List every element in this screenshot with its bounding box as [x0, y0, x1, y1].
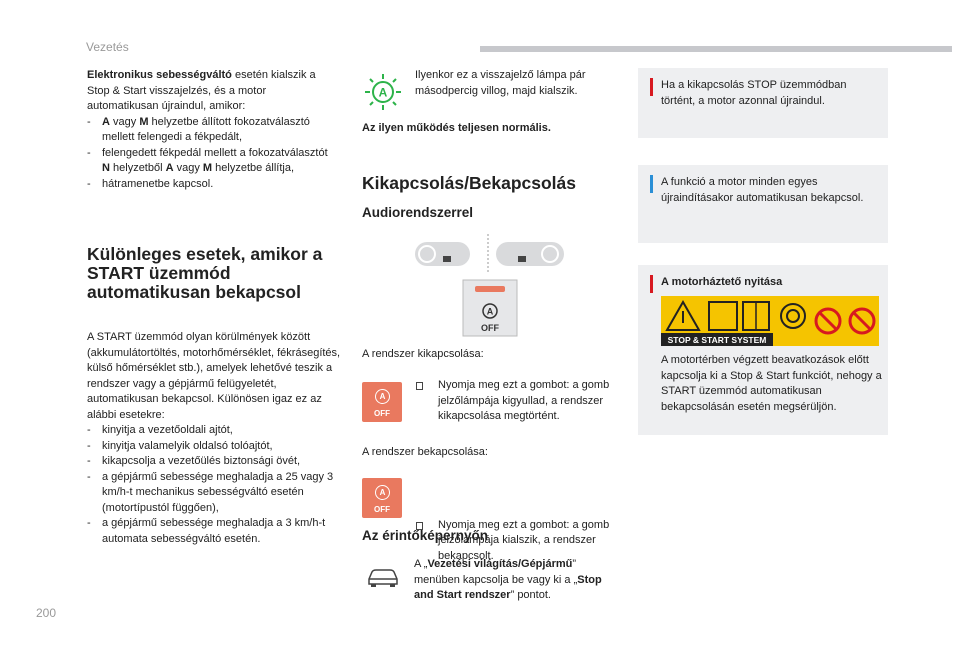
deactivate-text: A rendszer kikapcsolása:	[362, 348, 484, 360]
list-item: - kikapcsolja a vezetőülés biztonsági övét,	[87, 454, 342, 470]
warning-note	[638, 68, 888, 138]
activate-bullet: Nyomja meg ezt a gombot: a gomb jelzőlámpája kialszik, a rendszer bekapcsolt.	[414, 518, 623, 565]
special-cases-block	[87, 330, 342, 547]
activate-text: A rendszer bekapcsolása:	[362, 446, 488, 458]
warning-icon	[650, 275, 653, 293]
list-item: - felengedett fékpedál mellett a fokozatválasztót N helyzetből A vagy M helyzetbe állítja,	[87, 146, 337, 177]
note-text: A funkció a motor minden egyes újraindításakor automatikusan bekapcsol.	[661, 176, 864, 204]
section-heading: Kikapcsolás/Bekapcsolás	[362, 173, 577, 193]
stop-start-sticker-icon	[661, 296, 879, 346]
page-number: 200	[36, 606, 57, 620]
touchscreen-text: A „Vezetési világítás/Gépjármű” menüben kapcsolja be vagy ki a „Stop and Start rendszer” pontot.	[414, 558, 602, 601]
deactivate-bullet: Nyomja meg ezt a gombot: a gomb jelzőlámpája kigyullad, a rendszer kikapcsolása megtörtént.	[414, 378, 623, 425]
car-icon	[366, 565, 400, 587]
off-label: OFF	[481, 323, 499, 333]
note-text: Ha a kikapcsolás STOP üzemmódban történt, a motor azonnal újraindul.	[661, 79, 847, 107]
dashboard-button-icon	[413, 232, 568, 340]
special-cases-para: A START üzemmód olyan körülmények között (akkumulátortöltés, motorhőmérséklet, fékrásegítés, külső hőmérséklet stb.), amelyek lehetővé teszik a rendszer vagy a gépjármű felügyeletét, automatikusan bekapcsol. Különösen igaz ez az alábbi esetekre:	[87, 331, 341, 421]
list-item: - kinyitja a vezetőoldali ajtót,	[87, 423, 342, 439]
normal-text: Az ilyen működés teljesen normális.	[362, 122, 551, 134]
svg-text:A: A	[378, 85, 388, 100]
info-note	[638, 165, 888, 243]
section-title: Vezetés	[86, 40, 129, 54]
list-item: - A vagy M helyzetbe állított fokozatválasztó mellett felengedi a fékpedált,	[87, 115, 337, 146]
list-item: - a gépjármű sebessége meghaladja a 3 km/h-t automata sebességváltó esetén.	[87, 516, 342, 547]
note-title: A motorháztető nyitása	[661, 276, 783, 288]
subheading-audio: Audiorendszerrel	[362, 205, 474, 220]
lamp-text: Ilyenkor ez a visszajelző lámpa pár másodpercig villog, majd kialszik.	[415, 69, 586, 97]
intro-text: esetén kialszik a Stop & Start visszajelzés, és a motor automatikusan újraindul, amikor:	[87, 69, 316, 112]
svg-text:A: A	[486, 306, 494, 317]
warning-icon	[650, 78, 653, 96]
intro-bold: Elektronikus sebességváltó	[87, 69, 232, 81]
bonnet-note	[638, 265, 888, 435]
intro-block	[87, 68, 337, 192]
start-lamp-icon	[363, 72, 403, 112]
info-icon	[650, 175, 653, 193]
list-item: - hátramenetbe kapcsol.	[87, 177, 337, 193]
subheading-touchscreen: Az érintőképernyőn	[362, 528, 489, 543]
sticker-label: STOP & START SYSTEM	[667, 335, 767, 345]
list-item: - a gépjármű sebessége meghaladja a 25 vagy 3 km/h-t mechanikus sebességváltó esetén (motortípustól függően),	[87, 470, 342, 517]
off-button-icon: A OFF	[362, 478, 402, 518]
section-heading: Különleges esetek, amikor a START üzemmód automatikusan bekapcsol	[87, 244, 323, 302]
list-item: - kinyitja valamelyik oldalsó tolóajtót,	[87, 439, 342, 455]
off-button-icon: A OFF	[362, 382, 402, 422]
note-text: A motortérben végzett beavatkozások előtt kapcsolja ki a Stop & Start funkciót, nehogy a START üzemmód automatikusan bekapcsolásán esetén megsérüljön.	[661, 354, 882, 413]
header-bar	[480, 46, 952, 52]
